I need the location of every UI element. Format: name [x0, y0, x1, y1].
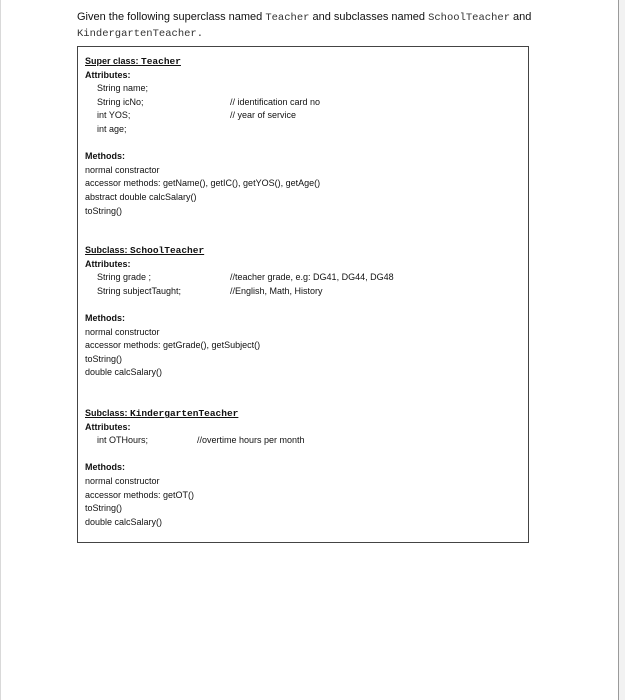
method-row: normal constructor	[85, 326, 160, 337]
subclass-name-school: SchoolTeacher	[428, 12, 510, 24]
attribute-comment: // identification card no	[230, 96, 321, 107]
school-methods-label: Methods:	[85, 312, 125, 323]
method-row: toString()	[85, 503, 123, 514]
attribute-comment: //teacher grade, e.g: DG41, DG44, DG48	[230, 272, 394, 283]
attribute-row: String subjectTaught; //English, Math, History	[85, 285, 515, 299]
method-row: normal constructor	[85, 475, 160, 486]
attribute-comment: //overtime hours per month	[197, 435, 305, 446]
attribute-row: String name;	[97, 83, 149, 94]
attribute-row: int age;	[97, 123, 127, 134]
subclass-name-kinder: KindergartenTeacher.	[77, 28, 204, 40]
method-row: toString()	[85, 205, 123, 216]
attribute-comment: // year of service	[230, 110, 297, 121]
kinder-attributes-label: Attributes:	[85, 421, 131, 432]
kinder-methods-label: Methods:	[85, 462, 125, 473]
teacher-attributes-label: Attributes:	[85, 69, 131, 80]
intro-paragraph	[77, 10, 577, 42]
intro-text-mid: and subclasses named	[309, 11, 429, 23]
school-attributes-label: Attributes:	[85, 258, 131, 269]
method-row: toString()	[85, 353, 123, 364]
teacher-section	[85, 55, 515, 218]
kindergarten-teacher-section	[85, 407, 515, 529]
school-teacher-section	[85, 244, 515, 380]
attribute-row: int OTHours; //overtime hours per month	[85, 434, 515, 448]
method-row: double calcSalary()	[85, 367, 163, 378]
method-row: double calcSalary()	[85, 516, 163, 527]
method-row: abstract double calcSalary()	[85, 191, 197, 202]
method-row: accessor methods: getOT()	[85, 489, 195, 500]
method-row: accessor methods: getName(), getIC(), getYOS(), getAge()	[85, 178, 321, 189]
intro-text: Given the following superclass named	[77, 11, 266, 23]
attribute-row: String icNo; // identification card no	[85, 96, 515, 110]
teacher-methods-label: Methods:	[85, 151, 125, 162]
kinder-heading: Subclass: KindergartenTeacher	[85, 408, 239, 419]
superclass-name: Teacher	[265, 12, 310, 24]
attribute-comment: //English, Math, History	[230, 285, 323, 296]
attribute-row: String grade ; //teacher grade, e.g: DG41, DG44, DG48	[85, 271, 515, 285]
class-spec-box	[77, 46, 529, 543]
teacher-heading: Super class: Teacher	[85, 56, 181, 67]
intro-text-and: and	[510, 11, 532, 23]
method-row: normal constractor	[85, 164, 160, 175]
attribute-row: int YOS; // year of service	[85, 109, 515, 123]
method-row: accessor methods: getGrade(), getSubject()	[85, 340, 261, 351]
school-heading: Subclass: SchoolTeacher	[85, 245, 205, 256]
